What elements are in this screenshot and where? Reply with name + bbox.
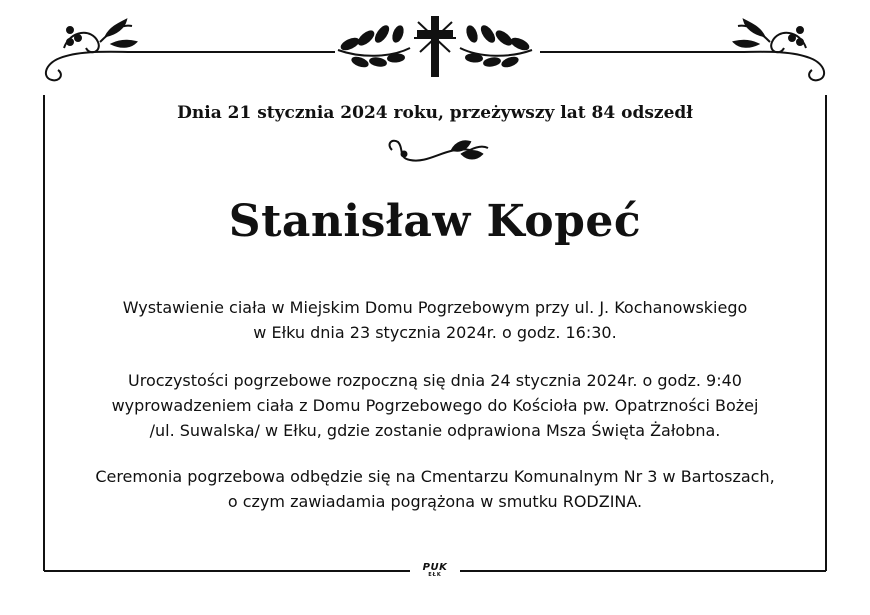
paragraph-line: w Ełku dnia 23 stycznia 2024r. o godz. 16:30. [253, 323, 617, 342]
corner-ornament-right-icon [734, 20, 824, 80]
logo-sub-text: EŁK [428, 572, 442, 578]
paragraph-line: /ul. Suwalska/ w Ełku, gdzie zostanie odprawiona Msza Święta Żałobna. [149, 421, 721, 440]
paragraph-line: o czym zawiadamia pogrążona w smutku RODZINA. [227, 492, 643, 511]
burial-paragraph [60, 464, 810, 514]
logo-main-text: PUK [422, 562, 448, 573]
paragraph-line: Ceremonia pogrzebowa odbędzie się na Cmentarzu Komunalnym Nr 3 w Bartoszach, [95, 467, 775, 486]
death-date-headline: Dnia 21 stycznia 2024 roku, przeżywszy lat 84 odszedł [177, 103, 693, 123]
deceased-name: Stanisław Kopeć [228, 196, 642, 247]
corner-ornament-left-icon [46, 20, 136, 80]
funeral-ceremony-paragraph [60, 368, 810, 443]
leaf-swirl-ornament-icon [390, 141, 488, 161]
viewing-paragraph [60, 295, 810, 345]
puk-elk-logo [412, 563, 458, 578]
paragraph-line: Uroczystości pogrzebowe rozpoczną się dnia 24 stycznia 2024r. o godz. 9:40 [128, 371, 742, 390]
paragraph-line: Wystawienie ciała w Miejskim Domu Pogrzebowym przy ul. J. Kochanowskiego [122, 298, 748, 317]
cross-with-rays-icon [338, 16, 532, 77]
paragraph-line: wyprowadzeniem ciała z Domu Pogrzebowego do Kościoła pw. Opatrzności Bożej [111, 396, 759, 415]
